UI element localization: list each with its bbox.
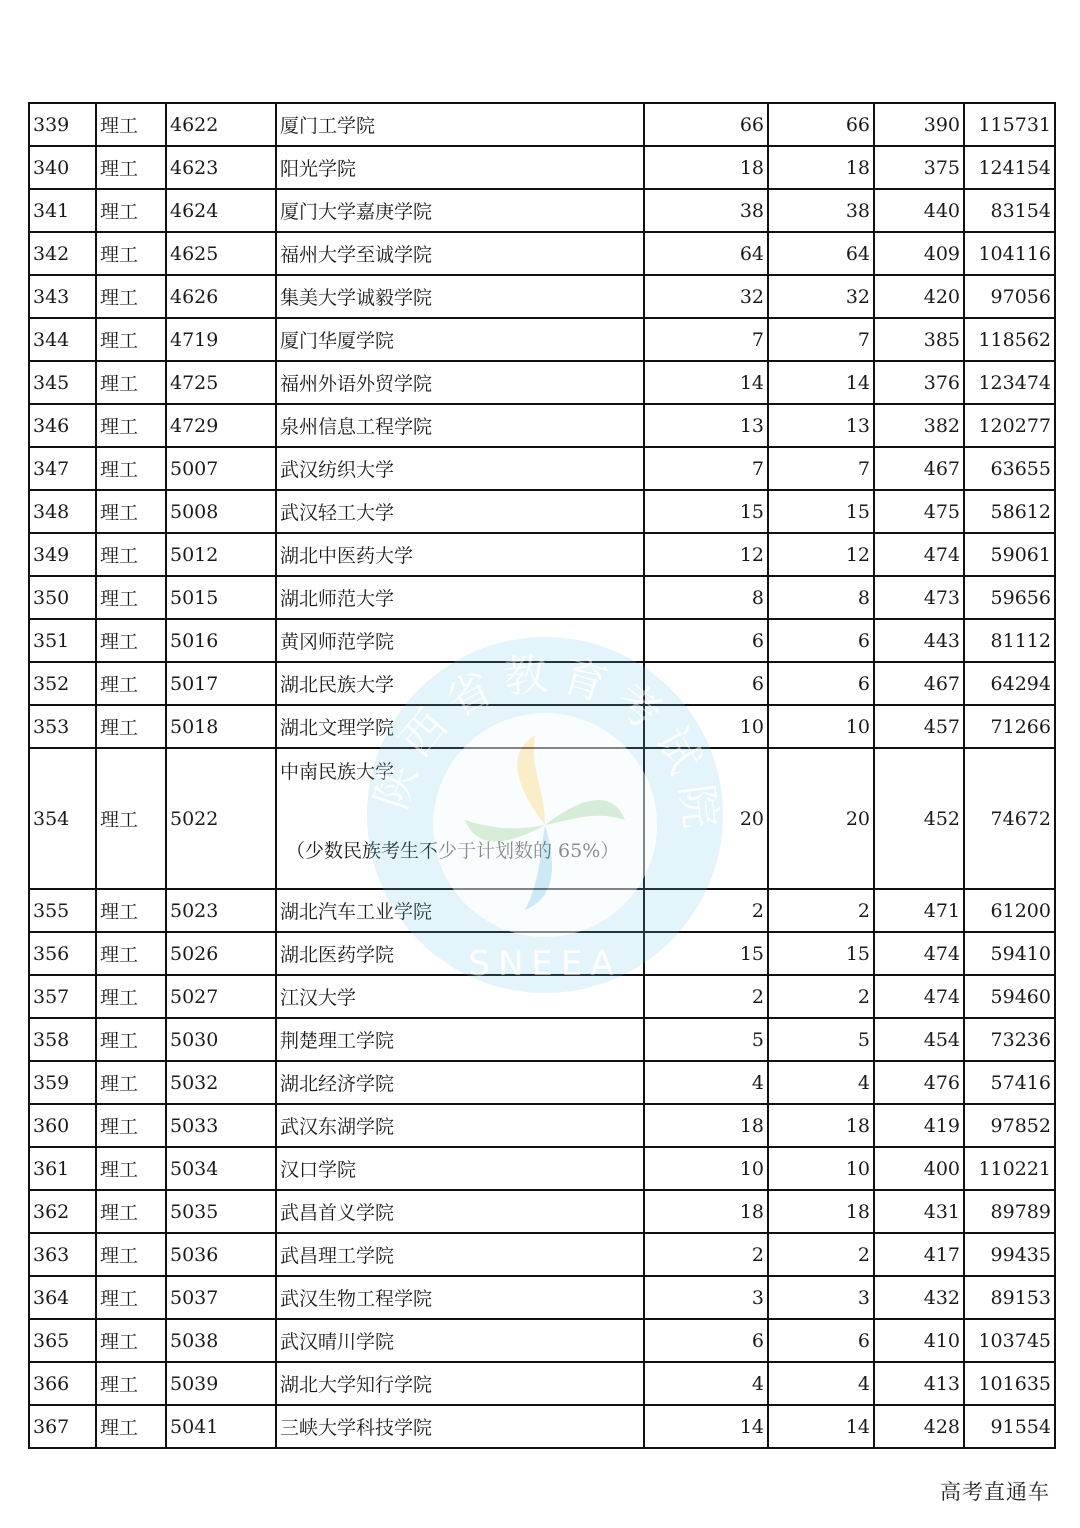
cell-min-score: 375	[874, 146, 964, 189]
cell-index: 353	[29, 705, 96, 748]
cell-plan: 6	[644, 619, 768, 662]
cell-school: 湖北汽车工业学院	[276, 889, 644, 932]
table-row	[29, 1405, 1055, 1448]
table-row	[29, 576, 1055, 619]
cell-code: 5015	[166, 576, 276, 619]
cell-rank: 61200	[964, 889, 1055, 932]
cell-code: 5033	[166, 1104, 276, 1147]
cell-school: 集美大学诚毅学院	[276, 275, 644, 318]
table-row	[29, 975, 1055, 1018]
cell-category: 理工	[96, 619, 166, 662]
cell-min-score: 454	[874, 1018, 964, 1061]
cell-min-score: 474	[874, 932, 964, 975]
cell-min-score: 409	[874, 232, 964, 275]
cell-school: 黄冈师范学院	[276, 619, 644, 662]
cell-min-score: 473	[874, 576, 964, 619]
table-row	[29, 1018, 1055, 1061]
cell-plan: 20	[644, 748, 768, 889]
cell-rank: 74672	[964, 748, 1055, 889]
school-name: 中南民族大学	[280, 761, 395, 783]
cell-category: 理工	[96, 1147, 166, 1190]
cell-category: 理工	[96, 748, 166, 889]
cell-admitted: 18	[768, 1190, 874, 1233]
cell-code: 5041	[166, 1405, 276, 1448]
cell-admitted: 8	[768, 576, 874, 619]
cell-rank: 124154	[964, 146, 1055, 189]
cell-rank: 115731	[964, 103, 1055, 146]
cell-category: 理工	[96, 1405, 166, 1448]
cell-index: 365	[29, 1319, 96, 1362]
table-row	[29, 275, 1055, 318]
cell-admitted: 20	[768, 748, 874, 889]
cell-rank: 89153	[964, 1276, 1055, 1319]
cell-code: 5030	[166, 1018, 276, 1061]
cell-rank: 89789	[964, 1190, 1055, 1233]
cell-admitted: 14	[768, 1405, 874, 1448]
cell-min-score: 467	[874, 662, 964, 705]
cell-rank: 63655	[964, 447, 1055, 490]
cell-admitted: 4	[768, 1061, 874, 1104]
cell-code: 5007	[166, 447, 276, 490]
cell-admitted: 5	[768, 1018, 874, 1061]
cell-code: 4626	[166, 275, 276, 318]
cell-school: 湖北师范大学	[276, 576, 644, 619]
table-body	[29, 103, 1055, 1448]
cell-plan: 2	[644, 975, 768, 1018]
cell-plan: 14	[644, 1405, 768, 1448]
cell-rank: 59460	[964, 975, 1055, 1018]
cell-index: 357	[29, 975, 96, 1018]
cell-school: 武昌首义学院	[276, 1190, 644, 1233]
cell-school: 厦门大学嘉庚学院	[276, 189, 644, 232]
cell-plan: 6	[644, 1319, 768, 1362]
cell-min-score: 428	[874, 1405, 964, 1448]
cell-rank: 64294	[964, 662, 1055, 705]
cell-code: 5027	[166, 975, 276, 1018]
cell-school: 汉口学院	[276, 1147, 644, 1190]
cell-school: 湖北中医药大学	[276, 533, 644, 576]
cell-min-score: 475	[874, 490, 964, 533]
cell-plan: 66	[644, 103, 768, 146]
cell-school: 荆楚理工学院	[276, 1018, 644, 1061]
table-row	[29, 748, 1055, 889]
table-row	[29, 619, 1055, 662]
cell-min-score: 417	[874, 1233, 964, 1276]
cell-code: 5037	[166, 1276, 276, 1319]
cell-plan: 2	[644, 889, 768, 932]
cell-min-score: 457	[874, 705, 964, 748]
cell-code: 5038	[166, 1319, 276, 1362]
document-page	[28, 102, 1054, 1449]
cell-category: 理工	[96, 975, 166, 1018]
cell-admitted: 15	[768, 932, 874, 975]
cell-category: 理工	[96, 189, 166, 232]
table-row	[29, 103, 1055, 146]
cell-school: 武昌理工学院	[276, 1233, 644, 1276]
cell-admitted: 7	[768, 318, 874, 361]
cell-school: 福州外语外贸学院	[276, 361, 644, 404]
table-row	[29, 404, 1055, 447]
cell-plan: 7	[644, 318, 768, 361]
table-row	[29, 1276, 1055, 1319]
cell-category: 理工	[96, 1061, 166, 1104]
cell-rank: 123474	[964, 361, 1055, 404]
table-row	[29, 1104, 1055, 1147]
cell-min-score: 413	[874, 1362, 964, 1405]
cell-category: 理工	[96, 932, 166, 975]
cell-code: 5008	[166, 490, 276, 533]
cell-admitted: 66	[768, 103, 874, 146]
cell-admitted: 64	[768, 232, 874, 275]
cell-category: 理工	[96, 232, 166, 275]
cell-min-score: 390	[874, 103, 964, 146]
source-watermark-label: 高考直通车	[940, 1476, 1050, 1506]
cell-admitted: 15	[768, 490, 874, 533]
cell-admitted: 7	[768, 447, 874, 490]
table-row	[29, 318, 1055, 361]
cell-category: 理工	[96, 361, 166, 404]
table-row	[29, 932, 1055, 975]
cell-category: 理工	[96, 275, 166, 318]
cell-plan: 18	[644, 146, 768, 189]
cell-admitted: 3	[768, 1276, 874, 1319]
cell-rank: 103745	[964, 1319, 1055, 1362]
cell-index: 341	[29, 189, 96, 232]
cell-rank: 120277	[964, 404, 1055, 447]
cell-index: 352	[29, 662, 96, 705]
cell-category: 理工	[96, 1362, 166, 1405]
cell-admitted: 18	[768, 1104, 874, 1147]
cell-min-score: 474	[874, 975, 964, 1018]
cell-code: 5023	[166, 889, 276, 932]
cell-index: 354	[29, 748, 96, 889]
cell-admitted: 14	[768, 361, 874, 404]
cell-rank: 99435	[964, 1233, 1055, 1276]
cell-plan: 18	[644, 1104, 768, 1147]
cell-plan: 3	[644, 1276, 768, 1319]
table-row	[29, 889, 1055, 932]
cell-plan: 12	[644, 533, 768, 576]
table-row	[29, 447, 1055, 490]
cell-code: 5034	[166, 1147, 276, 1190]
cell-school: 武汉生物工程学院	[276, 1276, 644, 1319]
cell-rank: 110221	[964, 1147, 1055, 1190]
cell-plan: 15	[644, 490, 768, 533]
cell-min-score: 443	[874, 619, 964, 662]
cell-index: 351	[29, 619, 96, 662]
cell-school: 武汉东湖学院	[276, 1104, 644, 1147]
cell-plan: 8	[644, 576, 768, 619]
table-row	[29, 705, 1055, 748]
cell-admitted: 13	[768, 404, 874, 447]
cell-index: 344	[29, 318, 96, 361]
cell-rank: 91554	[964, 1405, 1055, 1448]
cell-rank: 58612	[964, 490, 1055, 533]
cell-rank: 59656	[964, 576, 1055, 619]
cell-plan: 10	[644, 1147, 768, 1190]
cell-plan: 18	[644, 1190, 768, 1233]
table-row	[29, 232, 1055, 275]
cell-admitted: 18	[768, 146, 874, 189]
cell-code: 4729	[166, 404, 276, 447]
cell-category: 理工	[96, 318, 166, 361]
cell-school	[276, 748, 644, 889]
cell-category: 理工	[96, 404, 166, 447]
cell-admitted: 6	[768, 662, 874, 705]
cell-plan: 2	[644, 1233, 768, 1276]
cell-min-score: 419	[874, 1104, 964, 1147]
cell-code: 5032	[166, 1061, 276, 1104]
cell-index: 347	[29, 447, 96, 490]
cell-code: 5017	[166, 662, 276, 705]
cell-min-score: 476	[874, 1061, 964, 1104]
cell-rank: 104116	[964, 232, 1055, 275]
cell-plan: 10	[644, 705, 768, 748]
cell-rank: 59061	[964, 533, 1055, 576]
cell-school: 湖北大学知行学院	[276, 1362, 644, 1405]
cell-admitted: 2	[768, 1233, 874, 1276]
cell-min-score: 467	[874, 447, 964, 490]
cell-school: 三峡大学科技学院	[276, 1405, 644, 1448]
cell-min-score: 432	[874, 1276, 964, 1319]
cell-admitted: 38	[768, 189, 874, 232]
cell-rank: 97852	[964, 1104, 1055, 1147]
cell-category: 理工	[96, 533, 166, 576]
cell-school: 湖北医药学院	[276, 932, 644, 975]
cell-min-score: 382	[874, 404, 964, 447]
cell-code: 5016	[166, 619, 276, 662]
cell-index: 361	[29, 1147, 96, 1190]
cell-plan: 15	[644, 932, 768, 975]
cell-index: 348	[29, 490, 96, 533]
cell-min-score: 420	[874, 275, 964, 318]
cell-category: 理工	[96, 889, 166, 932]
cell-min-score: 410	[874, 1319, 964, 1362]
cell-min-score: 452	[874, 748, 964, 889]
cell-code: 4624	[166, 189, 276, 232]
table-row	[29, 662, 1055, 705]
cell-school: 厦门工学院	[276, 103, 644, 146]
cell-admitted: 4	[768, 1362, 874, 1405]
cell-school: 湖北经济学院	[276, 1061, 644, 1104]
cell-index: 346	[29, 404, 96, 447]
cell-index: 360	[29, 1104, 96, 1147]
cell-rank: 71266	[964, 705, 1055, 748]
table-row	[29, 1319, 1055, 1362]
cell-rank: 57416	[964, 1061, 1055, 1104]
cell-code: 5035	[166, 1190, 276, 1233]
cell-school: 福州大学至诚学院	[276, 232, 644, 275]
cell-plan: 4	[644, 1362, 768, 1405]
cell-code: 4622	[166, 103, 276, 146]
cell-school: 阳光学院	[276, 146, 644, 189]
cell-min-score: 385	[874, 318, 964, 361]
cell-index: 349	[29, 533, 96, 576]
cell-code: 4725	[166, 361, 276, 404]
cell-category: 理工	[96, 103, 166, 146]
cell-rank: 73236	[964, 1018, 1055, 1061]
cell-index: 363	[29, 1233, 96, 1276]
cell-index: 359	[29, 1061, 96, 1104]
cell-index: 339	[29, 103, 96, 146]
cell-rank: 97056	[964, 275, 1055, 318]
cell-code: 5026	[166, 932, 276, 975]
table-row	[29, 361, 1055, 404]
cell-category: 理工	[96, 705, 166, 748]
cell-category: 理工	[96, 1319, 166, 1362]
cell-rank: 59410	[964, 932, 1055, 975]
cell-code: 5012	[166, 533, 276, 576]
cell-category: 理工	[96, 146, 166, 189]
cell-index: 356	[29, 932, 96, 975]
cell-min-score: 400	[874, 1147, 964, 1190]
cell-school: 武汉晴川学院	[276, 1319, 644, 1362]
cell-code: 5036	[166, 1233, 276, 1276]
cell-admitted: 2	[768, 975, 874, 1018]
cell-school: 厦门华厦学院	[276, 318, 644, 361]
cell-rank: 81112	[964, 619, 1055, 662]
table-row	[29, 1061, 1055, 1104]
cell-plan: 13	[644, 404, 768, 447]
cell-plan: 7	[644, 447, 768, 490]
cell-plan: 4	[644, 1061, 768, 1104]
cell-index: 366	[29, 1362, 96, 1405]
cell-plan: 5	[644, 1018, 768, 1061]
cell-plan: 64	[644, 232, 768, 275]
cell-index: 345	[29, 361, 96, 404]
table-row	[29, 1233, 1055, 1276]
cell-category: 理工	[96, 1233, 166, 1276]
cell-category: 理工	[96, 1276, 166, 1319]
cell-category: 理工	[96, 490, 166, 533]
cell-index: 358	[29, 1018, 96, 1061]
cell-admitted: 10	[768, 1147, 874, 1190]
cell-min-score: 471	[874, 889, 964, 932]
cell-index: 342	[29, 232, 96, 275]
table-row	[29, 533, 1055, 576]
table-row	[29, 146, 1055, 189]
cell-plan: 38	[644, 189, 768, 232]
cell-category: 理工	[96, 447, 166, 490]
watermark-org-text: 陕西省教育考试院	[365, 648, 727, 842]
cell-index: 367	[29, 1405, 96, 1448]
cell-code: 4623	[166, 146, 276, 189]
cell-min-score: 431	[874, 1190, 964, 1233]
cell-school: 武汉轻工大学	[276, 490, 644, 533]
cell-index: 364	[29, 1276, 96, 1319]
cell-code: 5018	[166, 705, 276, 748]
table-row	[29, 1147, 1055, 1190]
table-row	[29, 490, 1055, 533]
cell-category: 理工	[96, 1104, 166, 1147]
table-row	[29, 1362, 1055, 1405]
cell-code: 4719	[166, 318, 276, 361]
cell-rank: 83154	[964, 189, 1055, 232]
table-row	[29, 1190, 1055, 1233]
cell-min-score: 474	[874, 533, 964, 576]
cell-index: 343	[29, 275, 96, 318]
cell-school: 湖北民族大学	[276, 662, 644, 705]
cell-code: 5039	[166, 1362, 276, 1405]
cell-category: 理工	[96, 1018, 166, 1061]
cell-admitted: 6	[768, 1319, 874, 1362]
cell-admitted: 12	[768, 533, 874, 576]
cell-plan: 32	[644, 275, 768, 318]
cell-category: 理工	[96, 662, 166, 705]
cell-admitted: 6	[768, 619, 874, 662]
cell-school: 武汉纺织大学	[276, 447, 644, 490]
cell-rank: 118562	[964, 318, 1055, 361]
cell-min-score: 440	[874, 189, 964, 232]
cell-school: 湖北文理学院	[276, 705, 644, 748]
cell-index: 362	[29, 1190, 96, 1233]
cell-index: 350	[29, 576, 96, 619]
cell-category: 理工	[96, 576, 166, 619]
cell-index: 355	[29, 889, 96, 932]
cell-rank: 101635	[964, 1362, 1055, 1405]
cell-index: 340	[29, 146, 96, 189]
cell-school: 泉州信息工程学院	[276, 404, 644, 447]
cell-plan: 14	[644, 361, 768, 404]
cell-admitted: 2	[768, 889, 874, 932]
cell-code: 4625	[166, 232, 276, 275]
cell-school: 江汉大学	[276, 975, 644, 1018]
cell-plan: 6	[644, 662, 768, 705]
school-note: （少数民族考生不少于计划数的 65%）	[286, 840, 620, 862]
cell-category: 理工	[96, 1190, 166, 1233]
cell-code: 5022	[166, 748, 276, 889]
cell-min-score: 376	[874, 361, 964, 404]
cell-admitted: 10	[768, 705, 874, 748]
table-row	[29, 189, 1055, 232]
cell-admitted: 32	[768, 275, 874, 318]
watermark-abbr: SNEEA	[468, 944, 622, 984]
admission-table	[28, 102, 1056, 1449]
